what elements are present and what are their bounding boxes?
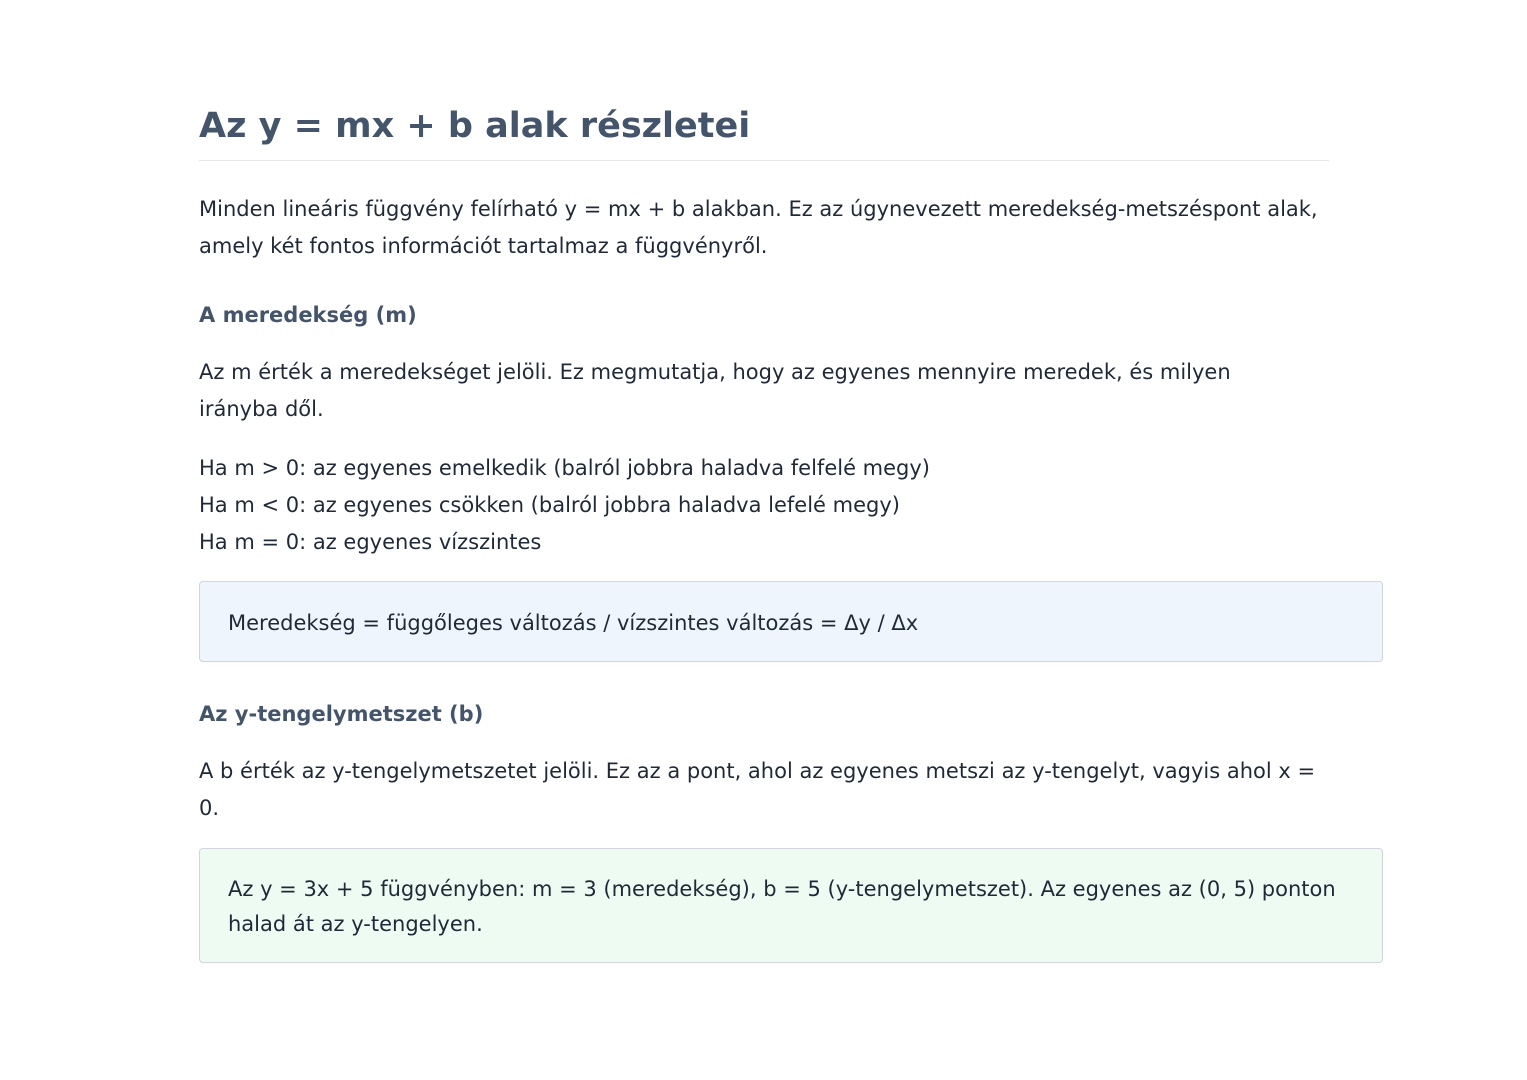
slope-case-zero: Ha m = 0: az egyenes vízszintes: [199, 530, 542, 554]
slope-formula-box: [199, 581, 1383, 662]
intercept-description: A b érték az y-tengelymetszetet jelöli. Ez az a pont, ahol az egyenes metszi az y-tengelyt, vagyis ahol x = 0.: [199, 759, 1316, 820]
intercept-example-text: Az y = 3x + 5 függvényben: m = 3 (meredekség), b = 5 (y-tengelymetszet). Az egyenes az (0, 5) ponton halad át az y-tengelyen.: [228, 877, 1336, 936]
intro-paragraph: Minden lineáris függvény felírható y = mx + b alakban. Ez az úgynevezett meredekség-metszéspont alak, amely két fontos információt tartalmaz a függvényről.: [199, 197, 1318, 258]
slope-case-positive: Ha m > 0: az egyenes emelkedik (balról jobbra haladva felfelé megy): [199, 456, 931, 480]
slope-case-negative: Ha m < 0: az egyenes csökken (balról jobbra haladva lefelé megy): [199, 493, 900, 517]
title-divider: [199, 160, 1329, 161]
slope-cases-list: [199, 450, 930, 561]
slope-description: Az m érték a meredekséget jelöli. Ez megmutatja, hogy az egyenes mennyire meredek, és milyen irányba dől.: [199, 360, 1231, 421]
intercept-example-box: [199, 848, 1383, 963]
slope-heading: A meredekség (m): [199, 303, 417, 327]
slope-formula-text: Meredekség = függőleges változás / vízszintes változás = Δy / Δx: [228, 611, 919, 635]
intercept-heading: Az y-tengelymetszet (b): [199, 702, 484, 726]
page-title: Az y = mx + b alak részletei: [199, 106, 751, 146]
